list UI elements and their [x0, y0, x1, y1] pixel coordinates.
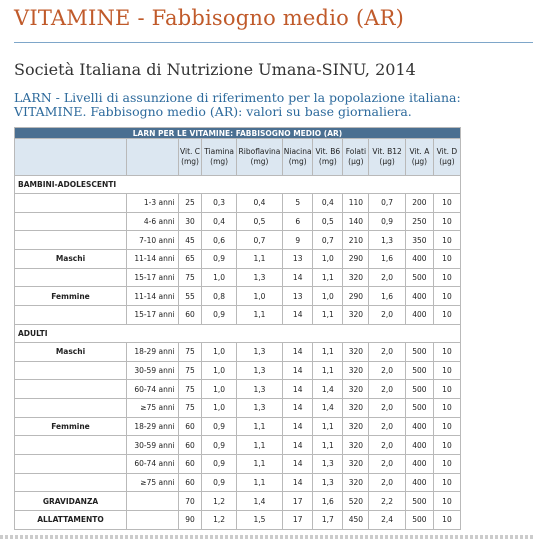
row-age-range: 60-74 anni	[127, 454, 179, 473]
table-cell: 75	[178, 342, 202, 361]
header-empty-age	[127, 139, 179, 176]
table-cell: 2,0	[369, 417, 406, 436]
table-cell: 1,3	[236, 268, 282, 287]
table-cell: 210	[343, 231, 369, 250]
table-cell: 1,4	[236, 492, 282, 511]
table-cell: 17	[283, 511, 313, 530]
table-cell: 520	[343, 492, 369, 511]
table-cell: 320	[343, 342, 369, 361]
table-cell: 1,1	[236, 306, 282, 325]
table-cell: 290	[343, 287, 369, 306]
table-cell: 10	[433, 417, 460, 436]
table-cell: 14	[283, 268, 313, 287]
table-cell: 1,1	[313, 342, 343, 361]
table-cell: 14	[283, 454, 313, 473]
row-group-label: GRAVIDANZA	[15, 492, 127, 511]
page-subtitle: Società Italiana di Nutrizione Umana-SINU, 2014	[14, 60, 416, 79]
table-cell: 1,3	[313, 454, 343, 473]
table-cell: 14	[283, 436, 313, 455]
table-cell: 60	[178, 473, 202, 492]
table-cell: 0,5	[236, 212, 282, 231]
table-cell: 2,0	[369, 398, 406, 417]
header-empty-group	[15, 139, 127, 176]
table-cell: 1,4	[313, 398, 343, 417]
row-age-range: 15-17 anni	[127, 268, 179, 287]
table-cell: 1,0	[313, 250, 343, 269]
row-group-label	[15, 454, 127, 473]
table-cell: 10	[433, 342, 460, 361]
table-cell: 0,9	[369, 212, 406, 231]
table-cell: 2,0	[369, 473, 406, 492]
table-cell: 2,0	[369, 380, 406, 399]
table-cell: 2,2	[369, 492, 406, 511]
table-cell: 320	[343, 268, 369, 287]
table-cell: 10	[433, 492, 460, 511]
table-cell: 1,1	[236, 436, 282, 455]
title-divider	[14, 42, 533, 43]
row-group-label	[15, 194, 127, 213]
row-group-label	[15, 473, 127, 492]
row-age-range: 7-10 anni	[127, 231, 179, 250]
row-age-range: 18-29 anni	[127, 342, 179, 361]
row-age-range: 11-14 anni	[127, 250, 179, 269]
table-cell: 10	[433, 473, 460, 492]
table-cell: 350	[405, 231, 433, 250]
row-group-label	[15, 398, 127, 417]
table-caption: LARN PER LE VITAMINE: FABBISOGNO MEDIO (AR)	[15, 128, 461, 139]
table-row	[15, 212, 461, 231]
table-cell: 320	[343, 361, 369, 380]
table-cell: 1,6	[313, 492, 343, 511]
table-cell: 0,6	[202, 231, 236, 250]
table-cell: 320	[343, 380, 369, 399]
table-cell: 10	[433, 454, 460, 473]
table-cell: 320	[343, 436, 369, 455]
table-row	[15, 417, 461, 436]
table-cell: 290	[343, 250, 369, 269]
row-group-label	[15, 231, 127, 250]
table-cell: 0,4	[236, 194, 282, 213]
row-group-label	[15, 361, 127, 380]
table-cell: 0,5	[313, 212, 343, 231]
table-cell: 10	[433, 306, 460, 325]
row-group-label	[15, 268, 127, 287]
table-cell: 320	[343, 398, 369, 417]
table-cell: 1,6	[369, 287, 406, 306]
table-cell: 1,1	[236, 417, 282, 436]
table-cell: 60	[178, 417, 202, 436]
table-cell: 75	[178, 361, 202, 380]
row-age-range: ≥75 anni	[127, 398, 179, 417]
table-cell: 2,0	[369, 268, 406, 287]
table-cell: 500	[405, 342, 433, 361]
table-row	[15, 194, 461, 213]
row-age-range: 30-59 anni	[127, 436, 179, 455]
table-cell: 500	[405, 492, 433, 511]
table-cell: 14	[283, 361, 313, 380]
page-description: LARN - Livelli di assunzione di riferimento per la popolazione italiana: VITAMINE. Fabbisogno medio (AR): valori su base giornaliera.	[14, 90, 461, 119]
table-row	[15, 454, 461, 473]
table-cell: 10	[433, 287, 460, 306]
table-cell: 25	[178, 194, 202, 213]
table-cell: 14	[283, 417, 313, 436]
table-cell: 2,0	[369, 361, 406, 380]
header-vit-c: Vit. C (mg)	[178, 139, 202, 176]
table-cell: 400	[405, 287, 433, 306]
table-cell: 70	[178, 492, 202, 511]
table-cell: 0,3	[202, 194, 236, 213]
table-cell: 45	[178, 231, 202, 250]
table-cell: 110	[343, 194, 369, 213]
row-group-label	[15, 436, 127, 455]
row-age-range: 30-59 anni	[127, 361, 179, 380]
table-cell: 75	[178, 380, 202, 399]
row-age-range: 60-74 anni	[127, 380, 179, 399]
table-cell: 0,7	[236, 231, 282, 250]
table-cell: 60	[178, 454, 202, 473]
table-cell: 400	[405, 306, 433, 325]
table-cell: 1,3	[236, 380, 282, 399]
table-row	[15, 436, 461, 455]
table-cell: 1,0	[202, 342, 236, 361]
table-cell: 1,1	[313, 436, 343, 455]
table-cell: 60	[178, 306, 202, 325]
table-row	[15, 268, 461, 287]
table-row	[15, 361, 461, 380]
table-cell: 320	[343, 306, 369, 325]
table-row	[15, 511, 461, 530]
page-title: VITAMINE - Fabbisogno medio (AR)	[14, 6, 404, 30]
table-cell: 14	[283, 342, 313, 361]
table-row	[15, 473, 461, 492]
vitamins-table	[14, 127, 461, 530]
table-cell: 0,4	[313, 194, 343, 213]
table-cell: 140	[343, 212, 369, 231]
table-cell: 200	[405, 194, 433, 213]
header-vit-a: Vit. A (µg)	[405, 139, 433, 176]
table-cell: 1,3	[236, 398, 282, 417]
row-age-range: ≥75 anni	[127, 473, 179, 492]
table-cell: 500	[405, 361, 433, 380]
table-cell: 2,0	[369, 436, 406, 455]
table-cell: 13	[283, 250, 313, 269]
table-cell: 1,3	[236, 361, 282, 380]
table-row	[15, 287, 461, 306]
table-cell: 6	[283, 212, 313, 231]
table-cell: 60	[178, 436, 202, 455]
table-cell: 1,7	[313, 511, 343, 530]
table-cell: 2,0	[369, 306, 406, 325]
section-row-bambini	[15, 176, 461, 194]
table-cell: 1,2	[202, 492, 236, 511]
table-cell: 75	[178, 398, 202, 417]
table-cell: 1,1	[236, 250, 282, 269]
header-vit-d: Vit. D (µg)	[433, 139, 460, 176]
row-age-range	[127, 492, 179, 511]
table-cell: 10	[433, 268, 460, 287]
table-cell: 10	[433, 194, 460, 213]
table-cell: 1,3	[369, 231, 406, 250]
table-cell: 0,7	[313, 231, 343, 250]
table-cell: 0,8	[202, 287, 236, 306]
row-age-range: 15-17 anni	[127, 306, 179, 325]
table-cell: 320	[343, 454, 369, 473]
table-cell: 14	[283, 473, 313, 492]
table-cell: 0,9	[202, 473, 236, 492]
row-group-label: Femmine	[15, 417, 127, 436]
row-group-label	[15, 212, 127, 231]
table-cell: 0,9	[202, 436, 236, 455]
table-cell: 10	[433, 380, 460, 399]
table-cell: 10	[433, 511, 460, 530]
section-label-bambini: BAMBINI-ADOLESCENTI	[15, 176, 461, 194]
row-age-range: 1-3 anni	[127, 194, 179, 213]
table-cell: 55	[178, 287, 202, 306]
table-cell: 10	[433, 250, 460, 269]
row-group-label: Femmine	[15, 287, 127, 306]
table-cell: 10	[433, 361, 460, 380]
table-row	[15, 342, 461, 361]
table-cell: 1,1	[313, 268, 343, 287]
table-cell: 65	[178, 250, 202, 269]
table-cell: 320	[343, 417, 369, 436]
table-cell: 5	[283, 194, 313, 213]
row-group-label	[15, 306, 127, 325]
table-cell: 1,6	[369, 250, 406, 269]
table-row	[15, 492, 461, 511]
row-group-label: ALLATTAMENTO	[15, 511, 127, 530]
table-cell: 1,1	[236, 454, 282, 473]
table-cell: 1,1	[313, 417, 343, 436]
page-bottom-edge	[0, 535, 533, 539]
table-cell: 1,1	[313, 361, 343, 380]
table-header-row	[15, 139, 461, 176]
table-cell: 14	[283, 398, 313, 417]
table-cell: 0,7	[369, 194, 406, 213]
table-cell: 1,0	[202, 361, 236, 380]
row-group-label: Maschi	[15, 342, 127, 361]
table-cell: 1,1	[236, 473, 282, 492]
table-cell: 1,3	[313, 473, 343, 492]
row-age-range: 11-14 anni	[127, 287, 179, 306]
header-vit-b12: Vit. B12 (µg)	[369, 139, 406, 176]
header-folati: Folati (µg)	[343, 139, 369, 176]
table-row	[15, 306, 461, 325]
table-cell: 1,0	[202, 268, 236, 287]
table-cell: 90	[178, 511, 202, 530]
table-row	[15, 380, 461, 399]
table-cell: 75	[178, 268, 202, 287]
table-cell: 10	[433, 436, 460, 455]
table-cell: 14	[283, 306, 313, 325]
table-row	[15, 398, 461, 417]
table-cell: 1,0	[236, 287, 282, 306]
table-cell: 14	[283, 380, 313, 399]
table-cell: 2,4	[369, 511, 406, 530]
table-cell: 1,5	[236, 511, 282, 530]
table-cell: 500	[405, 380, 433, 399]
table-row	[15, 231, 461, 250]
table-cell: 500	[405, 511, 433, 530]
table-cell: 1,1	[313, 306, 343, 325]
table-cell: 2,0	[369, 342, 406, 361]
table-cell: 500	[405, 268, 433, 287]
table-cell: 400	[405, 417, 433, 436]
row-group-label: Maschi	[15, 250, 127, 269]
table-cell: 250	[405, 212, 433, 231]
table-cell: 17	[283, 492, 313, 511]
header-niacina: Niacina (mg)	[283, 139, 313, 176]
table-cell: 10	[433, 212, 460, 231]
section-label-adulti: ADULTI	[15, 324, 461, 342]
section-row-adulti	[15, 324, 461, 342]
table-cell: 0,9	[202, 417, 236, 436]
table-cell: 0,9	[202, 250, 236, 269]
table-cell: 10	[433, 398, 460, 417]
row-age-range	[127, 511, 179, 530]
table-cell: 0,9	[202, 454, 236, 473]
table-cell: 400	[405, 473, 433, 492]
table-cell: 1,4	[313, 380, 343, 399]
table-cell: 2,0	[369, 454, 406, 473]
table-cell: 30	[178, 212, 202, 231]
header-riboflavina: Riboflavina (mg)	[236, 139, 282, 176]
table-cell: 400	[405, 250, 433, 269]
table-cell: 1,0	[202, 380, 236, 399]
table-row	[15, 250, 461, 269]
row-age-range: 4-6 anni	[127, 212, 179, 231]
header-vit-b6: Vit. B6 (mg)	[313, 139, 343, 176]
table-cell: 500	[405, 398, 433, 417]
table-cell: 1,2	[202, 511, 236, 530]
table-cell: 1,0	[202, 398, 236, 417]
table-cell: 400	[405, 436, 433, 455]
table-cell: 320	[343, 473, 369, 492]
table-cell: 13	[283, 287, 313, 306]
row-age-range: 18-29 anni	[127, 417, 179, 436]
table-cell: 9	[283, 231, 313, 250]
table-cell: 1,0	[313, 287, 343, 306]
table-cell: 450	[343, 511, 369, 530]
table-cell: 0,4	[202, 212, 236, 231]
table-cell: 10	[433, 231, 460, 250]
header-tiamina: Tiamina (mg)	[202, 139, 236, 176]
table-cell: 0,9	[202, 306, 236, 325]
table-cell: 1,3	[236, 342, 282, 361]
table-cell: 400	[405, 454, 433, 473]
row-group-label	[15, 380, 127, 399]
